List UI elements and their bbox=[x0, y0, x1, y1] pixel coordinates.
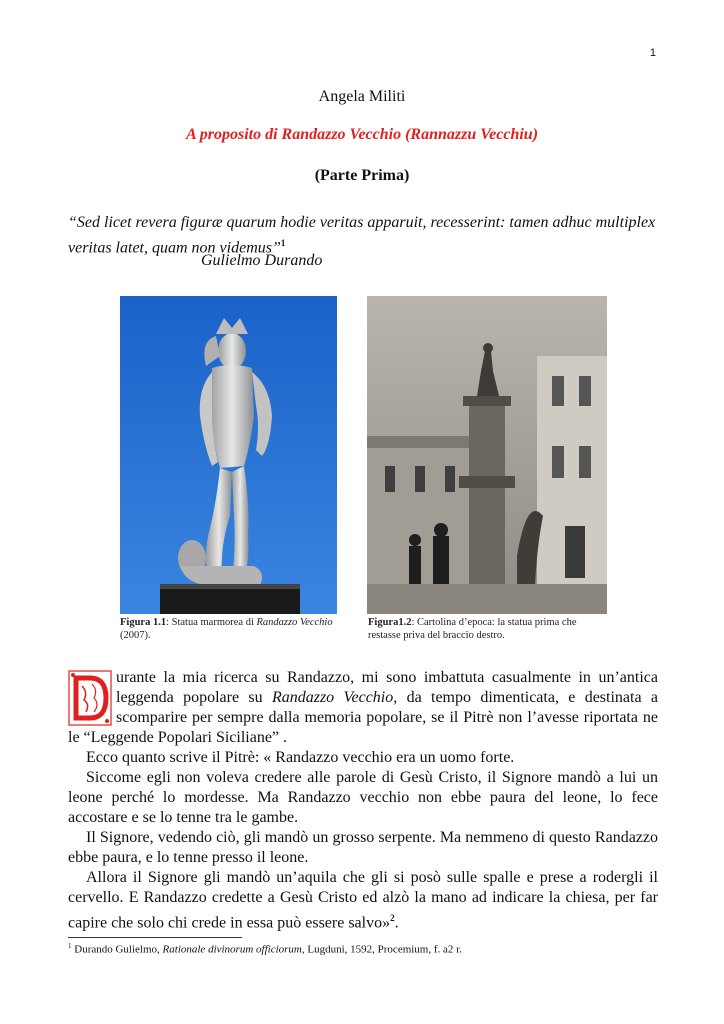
paragraph-1-text-end: , da tempo dimenticata, e destinata a scomparire per sempre dalla memoria popolare, se il Pitrè non l’avesse riportata ne le “Leggende Popolari Siciliane” . bbox=[68, 689, 659, 746]
footnote-ref-2: 2 bbox=[390, 913, 395, 923]
paragraph-5-text: Allora il Signore gli mandò un’aquila che gli si posò sulle spalle e prese a rodergli il cervello. E Randazzo credette a Gesù Cristo ed alzò la mano ad indicare la chiesa, per far capire che solo chi crede in essa può essere salvo» bbox=[68, 869, 658, 932]
figure-2-label: Figura1.2 bbox=[368, 617, 412, 628]
footnote-ref: 1 bbox=[280, 238, 286, 248]
body-text bbox=[68, 668, 658, 933]
paragraph-1-text: urante la mia ricerca su Randazzo, mi sono imbattuta casualmente in un’antica leggenda popolare su bbox=[116, 669, 658, 706]
footnote-title: Rationale divinorum officiorum bbox=[162, 943, 302, 956]
page-number: 1 bbox=[649, 47, 656, 59]
figure-2-caption bbox=[368, 616, 608, 642]
paragraph-2: Ecco quanto scrive il Pitrè: « Randazzo vecchio era un uomo forte. bbox=[86, 749, 515, 766]
document-subtitle: (Parte Prima) bbox=[314, 167, 410, 184]
figure-1-caption-end: (2007). bbox=[120, 630, 151, 641]
footnote-separator bbox=[68, 937, 242, 938]
figure-1-label: Figura 1.1 bbox=[120, 617, 167, 628]
figure-1-caption-text: : Statua marmorea di bbox=[166, 617, 257, 628]
paragraph-3: Siccome egli non voleva credere alle parole di Gesù Cristo, il Signore mandò a lui un leone perché lo mordesse. Ma Randazzo vecchio non ebbe paura del leone, lo fece accostare e se lo tenne tra le gambe. bbox=[68, 769, 658, 826]
paragraph-5-end: . bbox=[394, 914, 399, 932]
epigraph-author: Gulielmo Durando bbox=[201, 252, 323, 269]
figure-1-caption bbox=[120, 616, 340, 642]
document-title: A proposito di Randazzo Vecchio (Rannazzu Vecchiu) bbox=[185, 126, 539, 143]
paragraph-1 bbox=[68, 668, 658, 748]
paragraph-1-italic: Randazzo Vecchio bbox=[271, 689, 394, 706]
footnote-number: 1 bbox=[68, 942, 72, 950]
figure-1-caption-italic: Randazzo Vecchio bbox=[256, 617, 333, 628]
figure-vintage-postcard bbox=[367, 296, 607, 614]
epigraph bbox=[68, 213, 658, 258]
paragraph-5 bbox=[68, 868, 658, 933]
figure-2-caption-text: : Cartolina d’epoca: la statua prima che restasse priva del braccio destro. bbox=[368, 617, 577, 641]
figure-statue-photo bbox=[120, 296, 337, 614]
footnote-text: Durando Gulielmo, bbox=[71, 943, 163, 956]
paragraph-4: Il Signore, vedendo ciò, gli mandò un grosso serpente. Ma nemmeno di questo Randazzo ebbe paura, e lo tenne presso il leone. bbox=[68, 829, 658, 866]
footnote-text-end: , Lugduni, 1592, Procemium, f. a2 r. bbox=[301, 943, 462, 956]
epigraph-text: “Sed licet revera figuræ quarum hodie veritas apparuit, recesserint: tamen adhuc multiplex veritas latet, quam non videmus” bbox=[68, 214, 656, 257]
footnote bbox=[68, 942, 658, 956]
dropcap-d-illuminated bbox=[68, 670, 112, 726]
author-name: Angela Militi bbox=[318, 88, 406, 105]
